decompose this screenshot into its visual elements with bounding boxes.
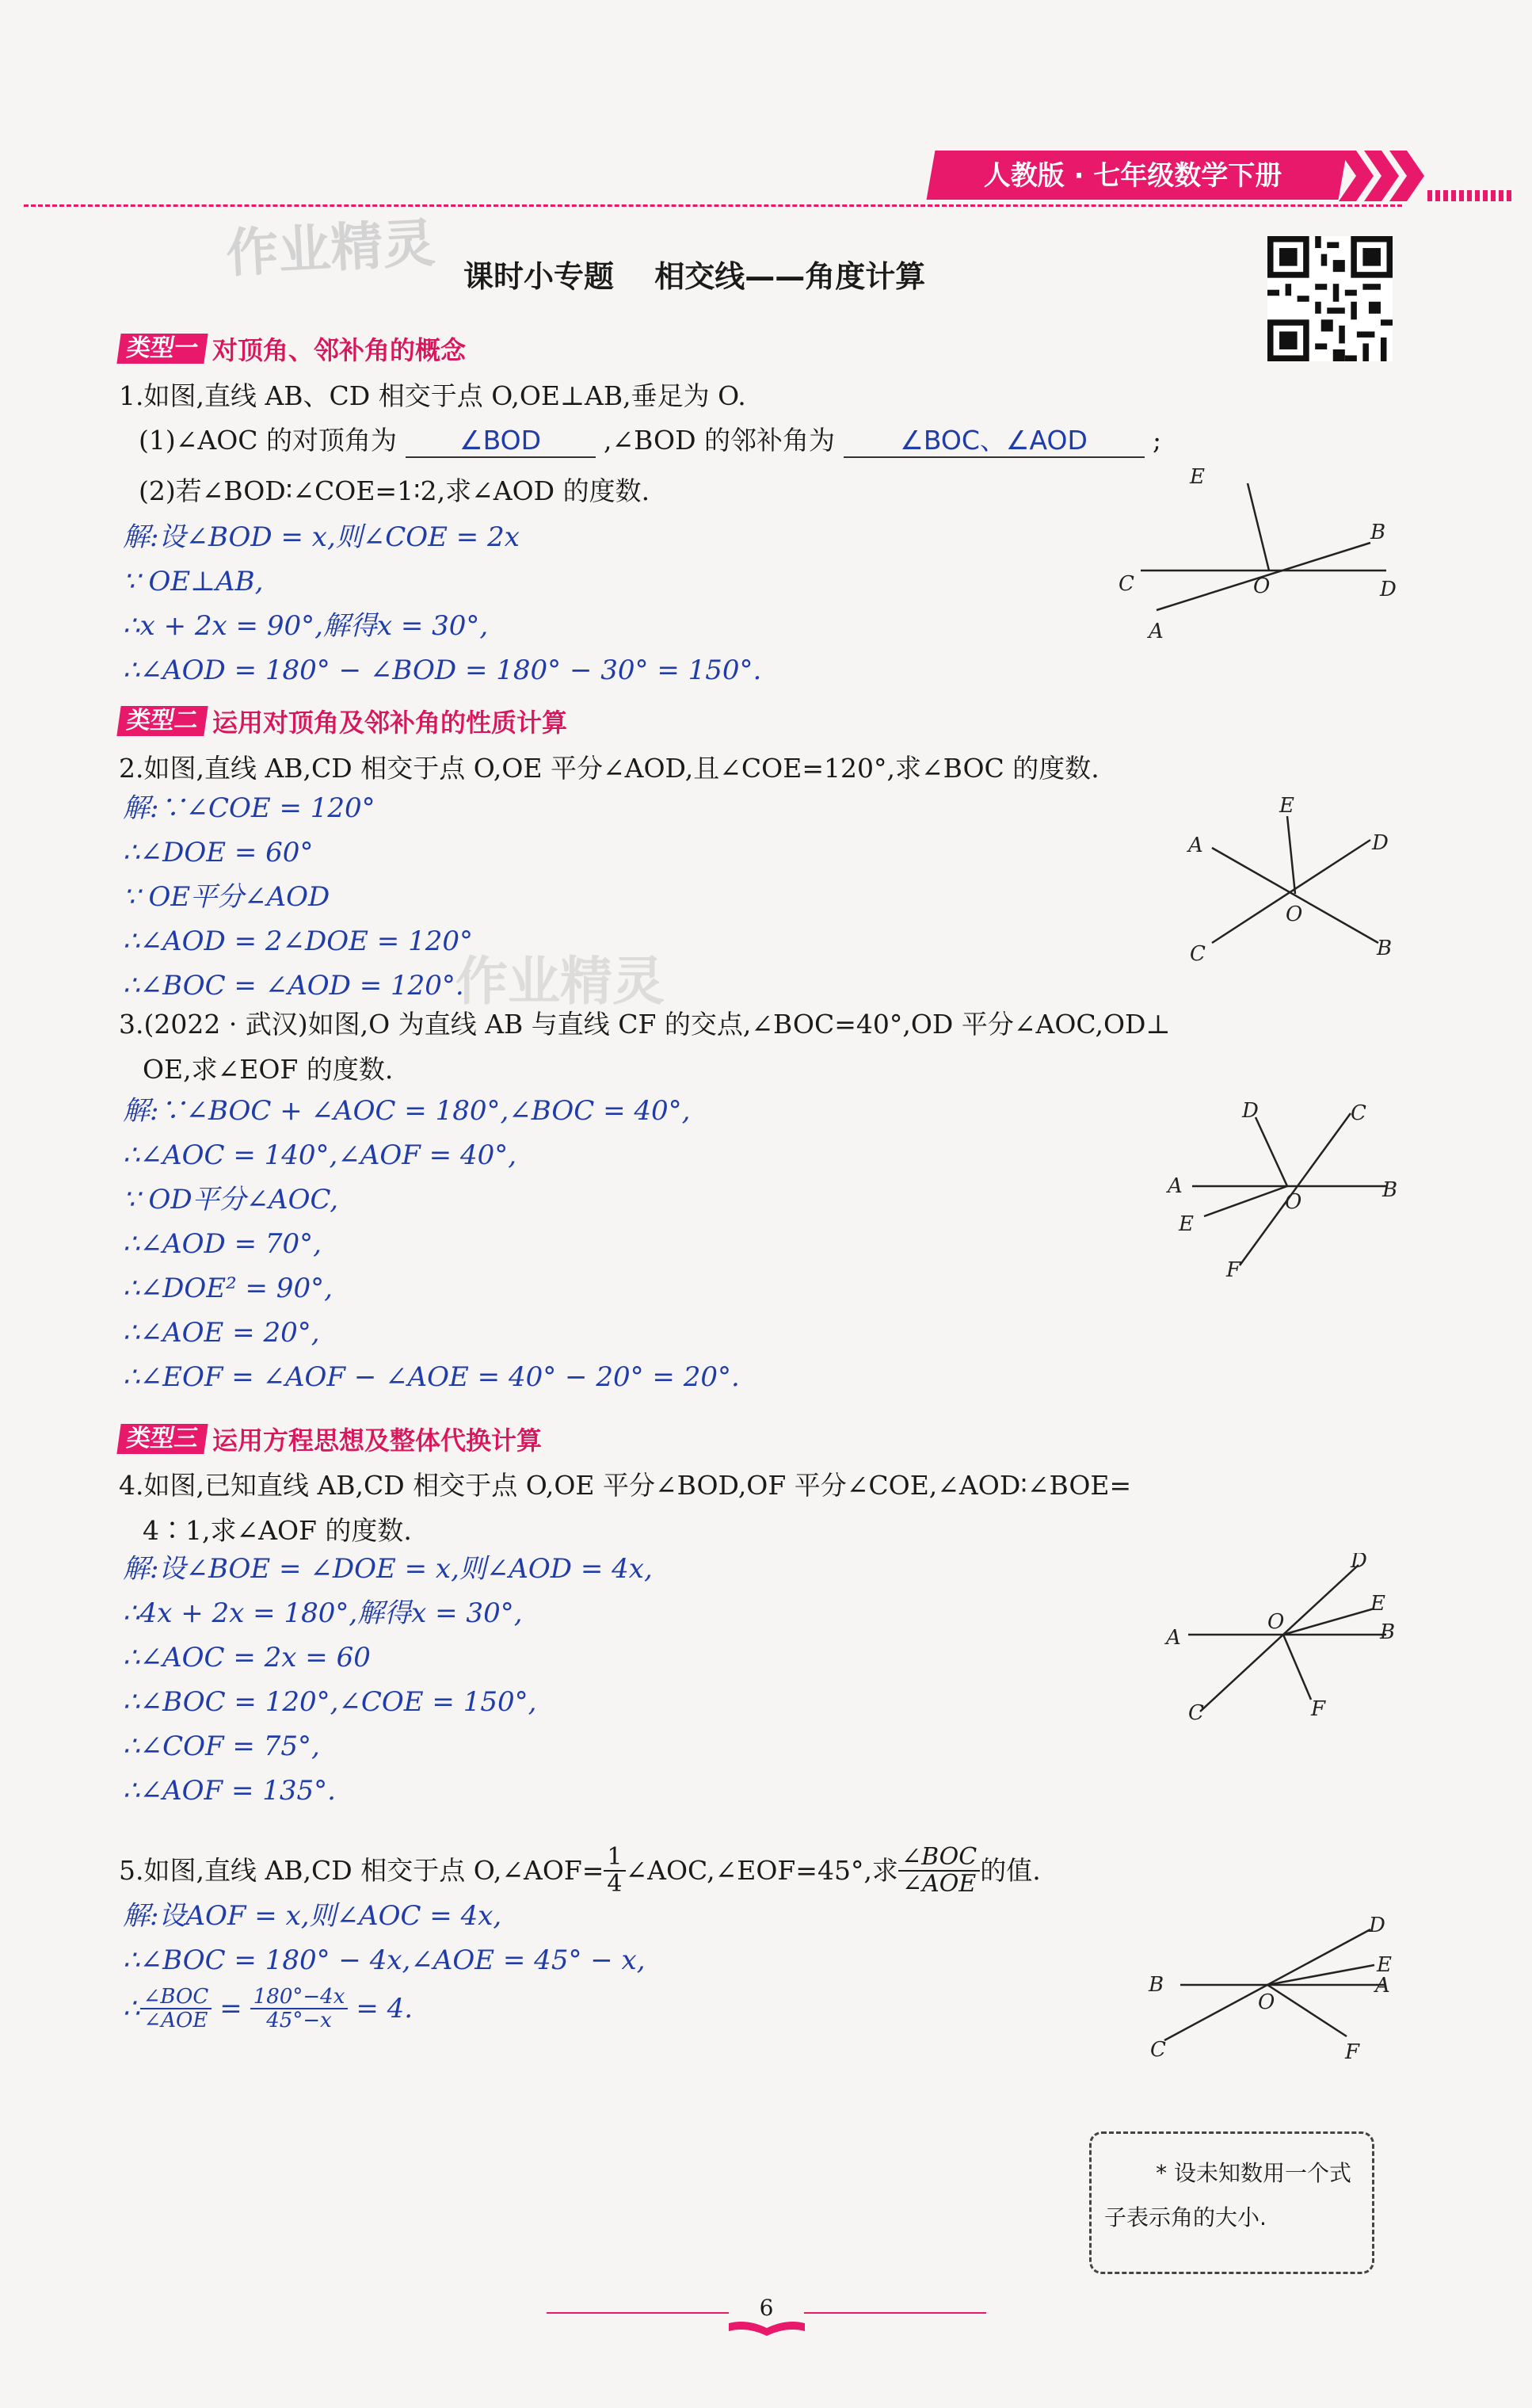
label-C: C — [1119, 572, 1134, 596]
header-divider — [24, 204, 1402, 207]
answer-line: ∴∠DOE = 60° — [123, 837, 314, 868]
label-O: O — [1253, 574, 1271, 598]
figure-5 — [1133, 1910, 1410, 2068]
label-F: F — [1226, 1258, 1241, 1280]
figure-3 — [1157, 1097, 1410, 1280]
qr-code-icon[interactable] — [1267, 236, 1393, 361]
section-tag: 类型一 — [116, 334, 208, 364]
label-B: B — [1370, 521, 1386, 544]
label-O: O — [1285, 1190, 1302, 1214]
label-A: A — [1188, 834, 1203, 857]
answer-line: ∴∠AOD = 180° − ∠BOD = 180° − 30° = 150°. — [123, 654, 762, 686]
answer-line: ∴∠AOC = 140°,∠AOF = 40°, — [123, 1139, 517, 1171]
section-header-1 — [119, 333, 466, 364]
label-A: A — [1149, 620, 1164, 643]
label-A: A — [1166, 1626, 1181, 1650]
stem-a: 5.如图,直线 AB,CD 相交于点 O,∠AOF= — [119, 1855, 604, 1886]
problem-3-answer — [123, 1095, 740, 1406]
label-E: E — [1279, 794, 1294, 818]
problem-1-part2: (2)若∠BOD∶∠COE=1∶2,求∠AOD 的度数. — [139, 475, 650, 506]
watermark: 作业精灵 — [224, 212, 437, 284]
answer-line: ∴x + 2x = 90°,解得x = 30°, — [123, 610, 489, 642]
section-title: 运用方程思想及整体代换计算 — [212, 1425, 543, 1456]
ans3-post: = 4. — [356, 1993, 413, 2024]
section-header-2 — [119, 705, 567, 737]
stem-b: ∠AOC,∠EOF=45°,求 — [625, 1855, 898, 1886]
label-E: E — [1377, 1953, 1392, 1977]
note-line: 子表示角的大小. — [1104, 2204, 1267, 2231]
answer-line-fraction — [123, 1981, 413, 2036]
book-ornament-icon — [727, 2318, 806, 2337]
answer-line: ∴∠AOE = 20°, — [123, 1317, 320, 1349]
figure-4 — [1157, 1553, 1410, 1735]
label-O: O — [1286, 903, 1303, 926]
q1c-text: ; — [1153, 425, 1162, 456]
frac-den: 45°−x — [266, 2009, 332, 2032]
answer-line: ∴∠AOC = 2x = 60 — [123, 1642, 371, 1673]
answer-line: 解:设AOF = x,则∠AOC = 4x, — [123, 1900, 502, 1932]
stem-c: 的值. — [980, 1855, 1041, 1886]
label-C: C — [1188, 1701, 1204, 1725]
label-A: A — [1168, 1174, 1183, 1198]
frac-num: ∠BOC — [898, 1845, 980, 1872]
label-E: E — [1179, 1212, 1194, 1236]
answer-line: 解:设∠BOD = x,则∠COE = 2x — [123, 521, 520, 553]
label-O: O — [1267, 1610, 1285, 1634]
note-line: * 设未知数用一个式 — [1156, 2160, 1351, 2186]
frac-num: 1 — [604, 1845, 625, 1872]
label-A: A — [1375, 1974, 1390, 1998]
note-box — [1089, 2131, 1374, 2274]
header-chevrons — [1339, 149, 1521, 204]
label-B: B — [1377, 937, 1393, 960]
problem-1-answer — [123, 521, 761, 699]
fraction — [250, 1986, 349, 2032]
answer-line: ∴∠AOD = 2∠DOE = 120° — [123, 925, 473, 957]
answer-line: ∴∠AOD = 70°, — [123, 1228, 322, 1260]
problem-4-answer — [123, 1553, 653, 1819]
problem-3-stem-1: 3.(2022 · 武汉)如图,O 为直线 AB 与直线 CF 的交点,∠BOC=40°,OD 平分∠AOC,OD⊥ — [119, 1009, 1171, 1040]
label-B: B — [1380, 1620, 1396, 1644]
answer-line: ∴4x + 2x = 180°,解得x = 30°, — [123, 1597, 523, 1629]
answer-line: ∵ OD平分∠AOC, — [123, 1184, 339, 1215]
ans3-eq: = — [219, 1993, 242, 2024]
figure-1 — [1117, 467, 1418, 650]
problem-1-stem: 1.如图,直线 AB、CD 相交于点 O,OE⊥AB,垂足为 O. — [119, 380, 746, 411]
fraction-boc-aoe — [898, 1845, 980, 1897]
problem-2-stem: 2.如图,直线 AB,CD 相交于点 O,OE 平分∠AOD,且∠COE=120°,求∠BOC 的度数. — [119, 753, 1099, 784]
label-F: F — [1311, 1697, 1326, 1721]
page-title: 课时小专题 相交线——角度计算 — [463, 259, 926, 294]
problem-4-stem-1: 4.如图,已知直线 AB,CD 相交于点 O,OE 平分∠BOD,OF 平分∠COE,∠AOD∶∠BOE= — [119, 1470, 1132, 1501]
answer-line: ∴∠BOC = ∠AOD = 120°. — [123, 970, 464, 1002]
problem-5-stem — [119, 1845, 1041, 1897]
section-tag: 类型二 — [116, 706, 208, 736]
figure-2 — [1172, 792, 1410, 967]
problem-4-stem-2: 4∶1,求∠AOF 的度数. — [143, 1515, 412, 1546]
frac-den: 4 — [607, 1870, 623, 1898]
answer-line: 解:∵∠COE = 120° — [123, 792, 375, 824]
label-D: D — [1369, 1914, 1385, 1937]
page-number: 6 — [759, 2295, 774, 2321]
answer-line: ∵ OE⊥AB, — [123, 566, 264, 597]
label-D: D — [1351, 1553, 1367, 1573]
section-header-3 — [119, 1423, 542, 1455]
label-D: D — [1372, 831, 1389, 855]
frac-num: 180°−4x — [250, 1986, 349, 2009]
label-E: E — [1190, 467, 1205, 489]
answer-line: 解:∵∠BOC + ∠AOC = 180°,∠BOC = 40°, — [123, 1095, 691, 1127]
answer-line: ∴∠DOE² = 90°, — [123, 1273, 333, 1304]
problem-3-stem-2: OE,求∠EOF 的度数. — [143, 1054, 394, 1085]
footer-line-left — [547, 2312, 729, 2314]
answer-line: ∴∠BOC = 180° − 4x,∠AOE = 45° − x, — [123, 1944, 646, 1976]
problem-1-part1 — [139, 425, 1161, 458]
fraction — [140, 1986, 212, 2032]
ans3-pre: ∴ — [123, 1993, 140, 2024]
frac-den: ∠AOE — [143, 2009, 208, 2032]
blank-2: ∠BOC、∠AOD — [844, 425, 1145, 458]
label-D: D — [1380, 578, 1397, 601]
fraction-one-quarter — [604, 1845, 625, 1897]
label-E: E — [1370, 1592, 1385, 1616]
problem-2-answer — [123, 792, 473, 1014]
answer-line: ∴∠COF = 75°, — [123, 1731, 320, 1762]
section-title: 运用对顶角及邻补角的性质计算 — [212, 708, 568, 738]
footer-line-right — [804, 2312, 986, 2314]
q1a-text: (1)∠AOC 的对顶角为 — [139, 425, 398, 456]
frac-num: ∠BOC — [140, 1986, 212, 2009]
label-B: B — [1149, 1973, 1164, 1997]
watermark-mid: 作业精灵 — [455, 951, 665, 1012]
section-tag: 类型三 — [116, 1424, 208, 1454]
answer-line: ∴∠BOC = 120°,∠COE = 150°, — [123, 1686, 537, 1718]
section-title: 对顶角、邻补角的概念 — [212, 335, 467, 365]
answer-line: ∴∠EOF = ∠AOF − ∠AOE = 40° − 20° = 20°. — [123, 1361, 740, 1393]
blank-1: ∠BOD — [406, 425, 596, 458]
label-C: C — [1351, 1101, 1366, 1125]
header-banner-text: 人教版 · 七年级数学下册 — [983, 160, 1282, 192]
answer-line: ∵ OE平分∠AOD — [123, 881, 330, 913]
label-D: D — [1242, 1099, 1259, 1123]
label-C: C — [1150, 2038, 1166, 2062]
label-B: B — [1382, 1178, 1398, 1202]
q1b-text: ,∠BOD 的邻补角为 — [604, 425, 836, 456]
frac-den: ∠AOE — [901, 1870, 977, 1898]
label-F: F — [1345, 2040, 1360, 2064]
label-O: O — [1258, 1990, 1275, 2014]
answer-line: ∴∠AOF = 135°. — [123, 1775, 336, 1807]
answer-line: 解:设∠BOE = ∠DOE = x,则∠AOD = 4x, — [123, 1553, 653, 1585]
label-C: C — [1190, 942, 1206, 966]
